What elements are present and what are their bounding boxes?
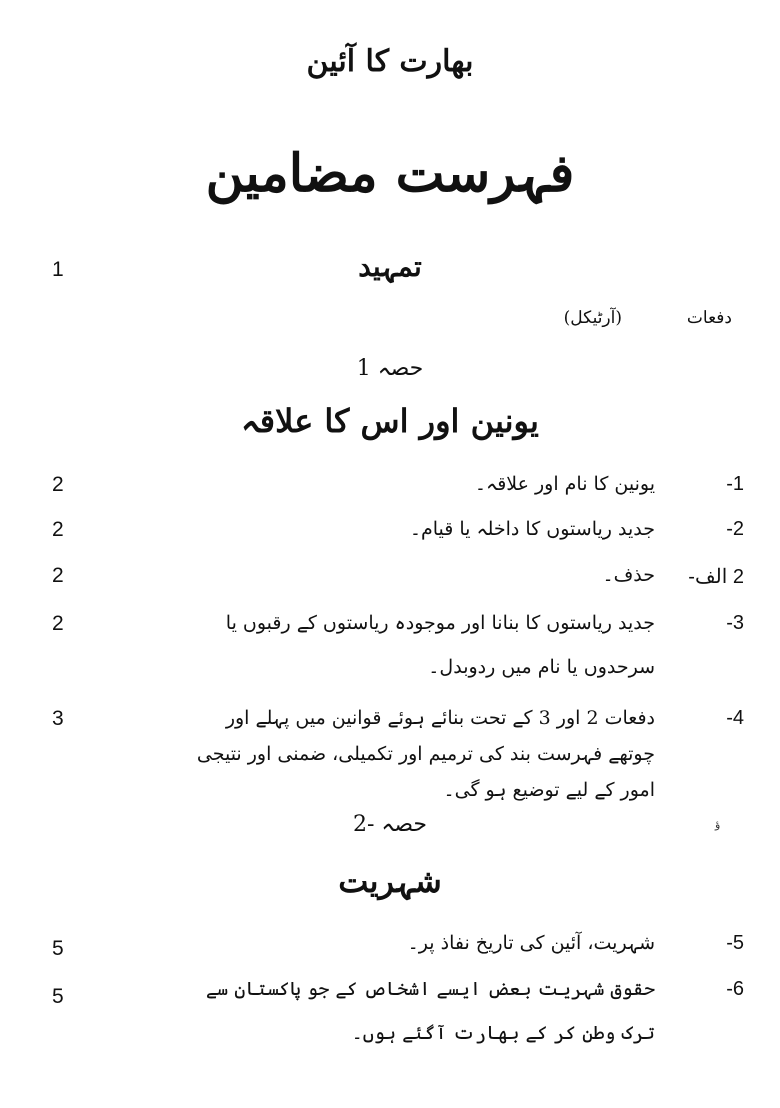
part-1-label: حصہ 1 xyxy=(356,356,424,381)
article-number: 2 الف- xyxy=(688,566,744,588)
article-number: -5 xyxy=(726,932,744,954)
article-number: -1 xyxy=(726,473,744,495)
article-title: یونین کا نام اور علاقہ۔ xyxy=(474,473,655,495)
part-1-heading: یونین اور اس کا علاقہ xyxy=(241,402,539,440)
part-2-label: حصہ -2 xyxy=(353,812,427,837)
page-number: 2 xyxy=(52,564,64,587)
page-number: 2 xyxy=(52,612,64,635)
page-title: فہرست مضامین xyxy=(205,143,575,204)
article-title: دفعات 2 اور 3 کے تحت بنائے ہوئے قوانین میں پہلے اور چوتھے فہرست بند کی ترمیم اور تکمیلی، ضمنی اور نتیجی امور کے لیے توضیع ہو گی۔ xyxy=(196,707,655,801)
document-subtitle: بھارت کا آئین xyxy=(306,44,474,79)
page-number: 3 xyxy=(52,707,64,730)
stray-ink-mark: ؤ xyxy=(715,818,721,831)
article-title: جدید ریاستوں کا بنانا اور موجودہ ریاستوں کے رقبوں یا سرحدوں یا نام میں ردوبدل۔ xyxy=(225,612,655,678)
articles-column-note: (آرٹیکل) xyxy=(563,308,622,328)
preamble-heading: تمہید xyxy=(358,250,422,283)
article-number: -2 xyxy=(726,518,744,540)
page-number: 2 xyxy=(52,518,64,541)
article-number: -4 xyxy=(726,707,744,729)
page-number: 2 xyxy=(52,473,64,496)
page-number: 5 xyxy=(52,985,64,1008)
article-title: شہریت، آئین کی تاریخ نفاذ پر۔ xyxy=(407,932,655,954)
article-number: -3 xyxy=(726,612,744,634)
preamble-page-number: 1 xyxy=(52,258,64,281)
article-title: جدید ریاستوں کا داخلہ یا قیام۔ xyxy=(409,518,655,540)
article-number: -6 xyxy=(726,978,744,1000)
article-title: حذف۔ xyxy=(602,564,655,586)
part-2-heading: شہریت xyxy=(338,862,442,900)
page-number: 5 xyxy=(52,937,64,960)
articles-column-header: دفعات xyxy=(686,308,732,328)
article-title: حقوق شہریت بعض ایسے اشخاص کے جو پاکستان سے ترک وطن کر کے بھارت آگئے ہوں۔ xyxy=(205,978,655,1044)
